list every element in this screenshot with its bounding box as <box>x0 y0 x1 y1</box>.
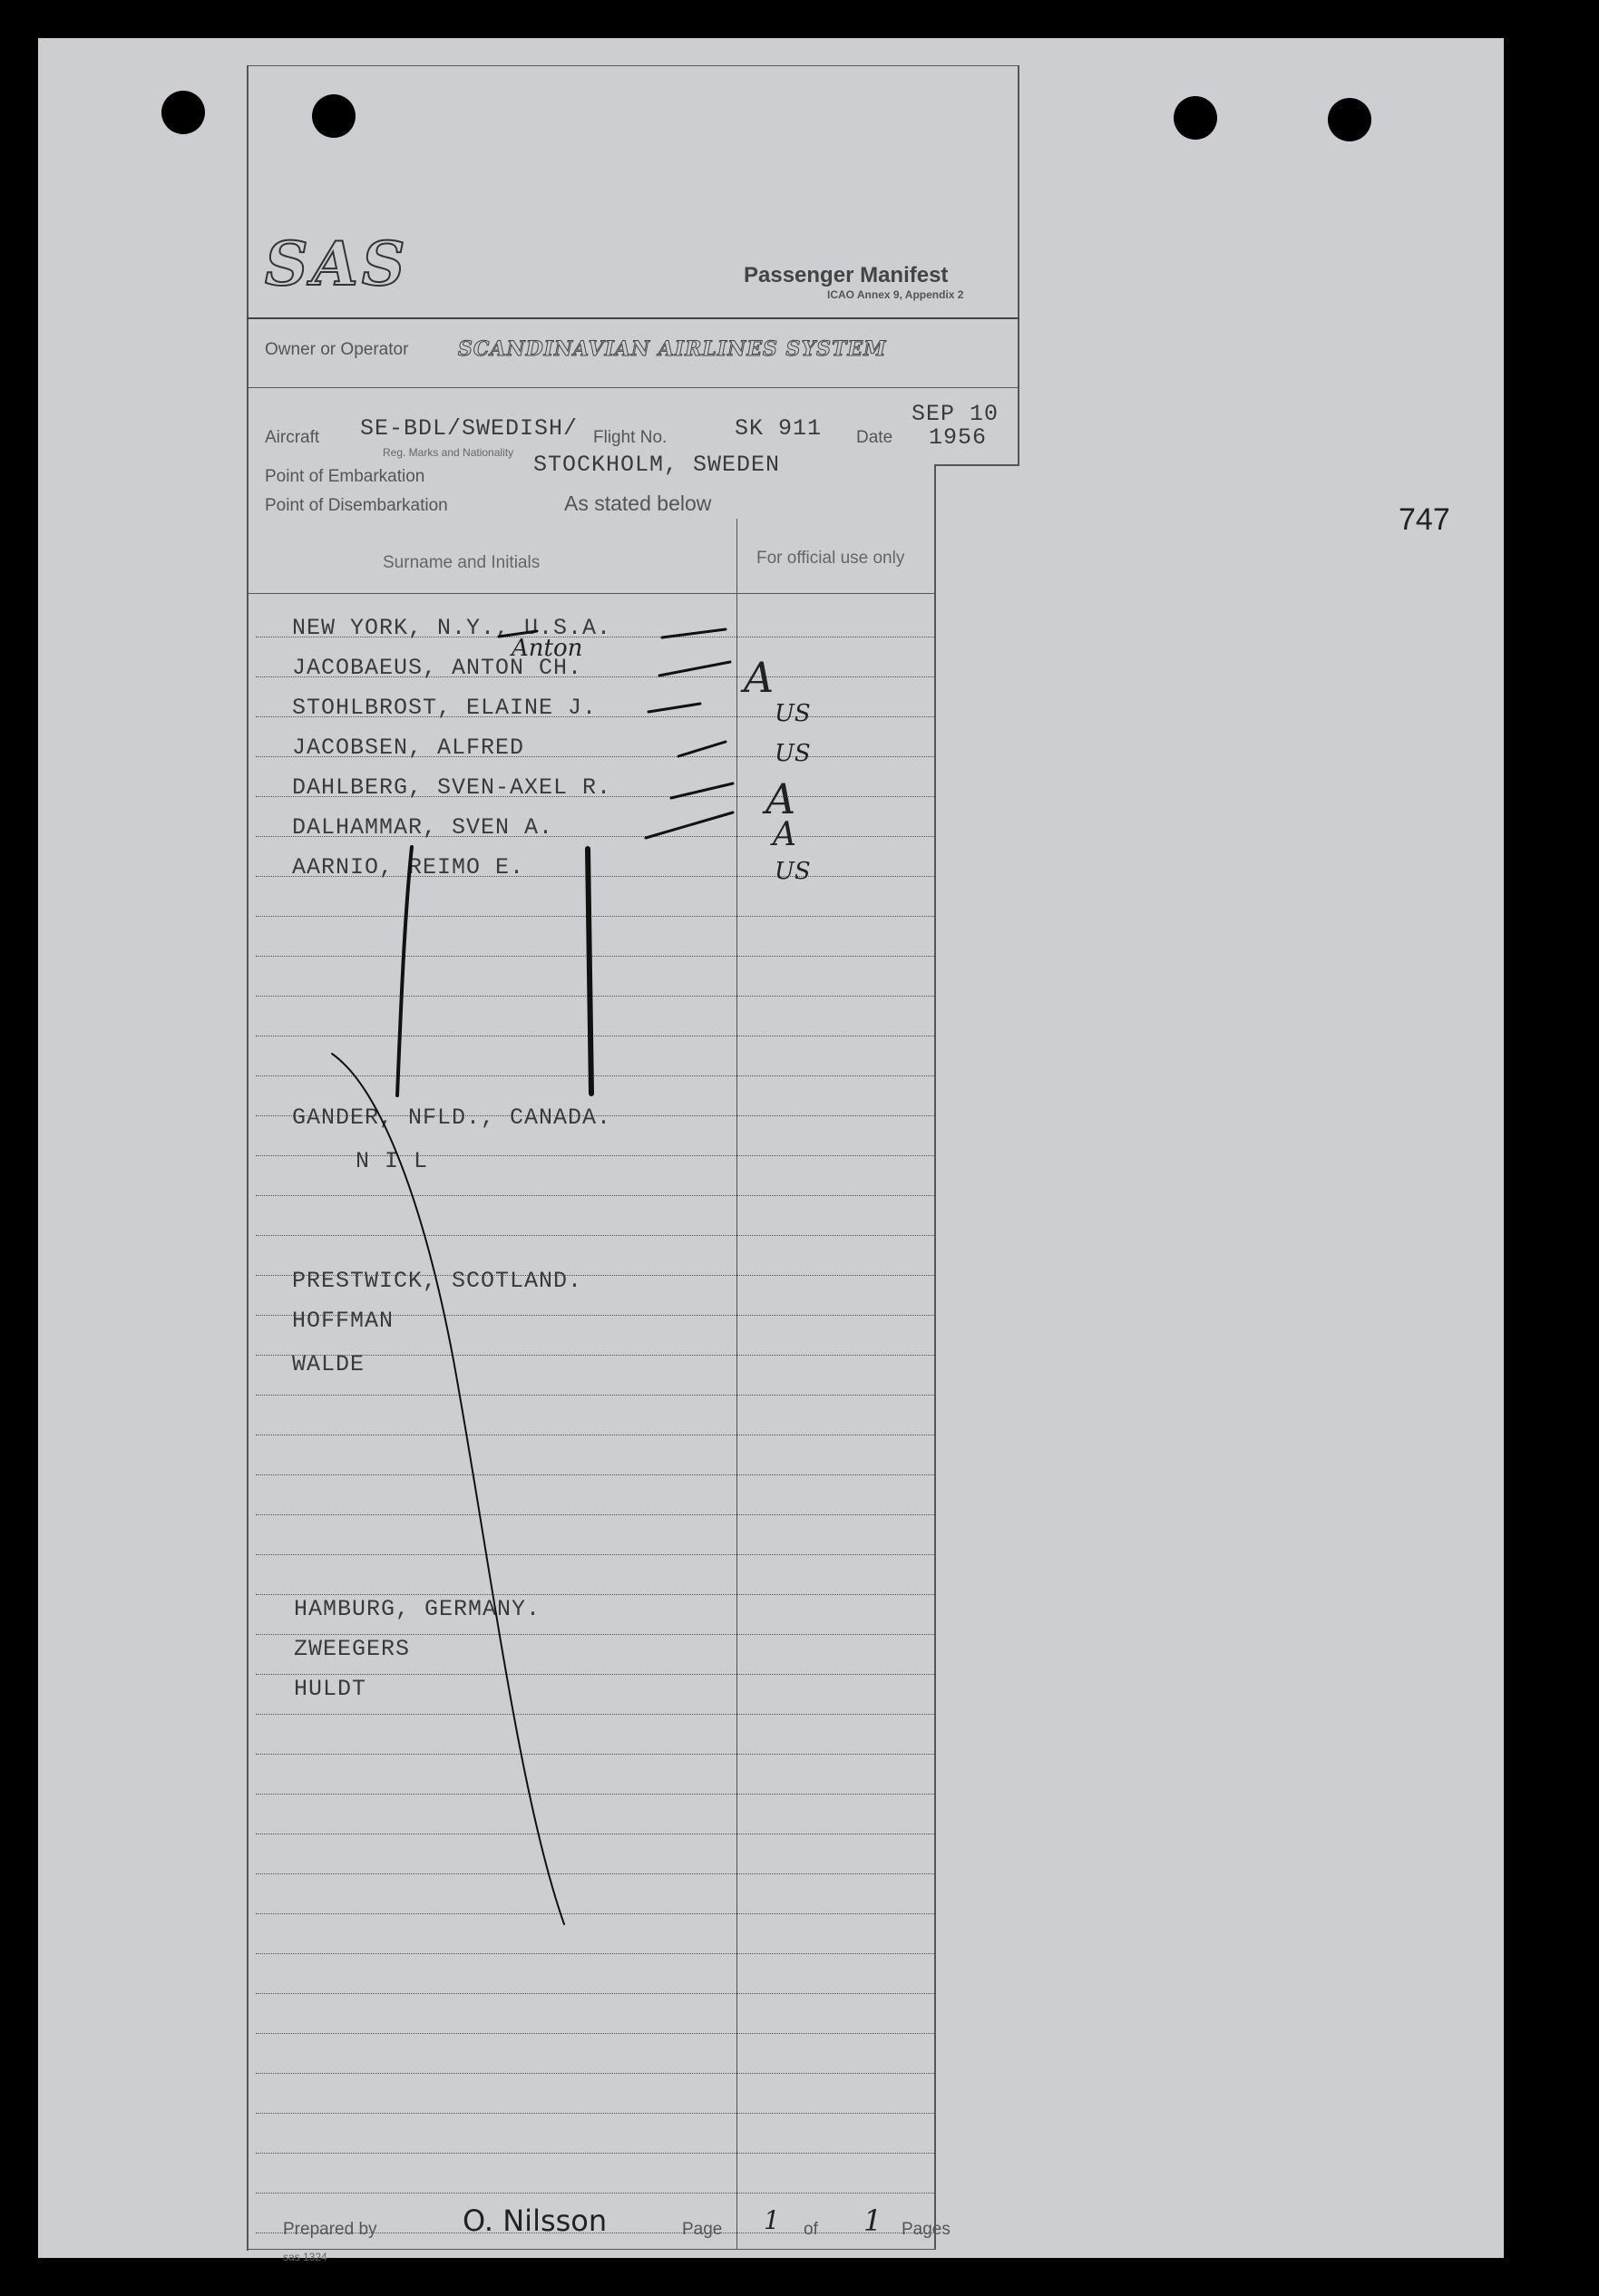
flight-label: Flight No. <box>593 428 668 447</box>
form-title: Passenger Manifest <box>744 263 949 287</box>
sas-logo: SAS <box>265 229 409 299</box>
ruled-line <box>256 2113 934 2114</box>
owner-label: Owner or Operator <box>265 340 409 359</box>
list-item: NEW YORK, N.Y., U.S.A. <box>292 615 612 641</box>
handwritten-mark: A <box>744 653 775 702</box>
list-item: JACOBSEN, ALFRED <box>292 735 525 761</box>
column-header-official: For official use only <box>756 549 905 568</box>
handwritten-mark: US <box>775 700 811 727</box>
list-item: STOHLBROST, ELAINE J. <box>292 695 598 721</box>
manifest-sheet <box>38 38 1504 2263</box>
of-value: 1 <box>863 2204 882 2238</box>
ruled-line <box>256 1634 934 1635</box>
ruled-line <box>256 1075 934 1076</box>
ruled-line <box>256 1514 934 1515</box>
date-line1: SEP 10 <box>912 401 999 427</box>
ruled-line <box>256 1714 934 1715</box>
ruled-line <box>256 1754 934 1755</box>
prepared-by-label: Prepared by <box>283 2220 377 2239</box>
aircraft-value: SE-BDL/SWEDISH/ <box>360 415 579 442</box>
ruled-line <box>256 1794 934 1795</box>
ruled-line <box>256 2073 934 2074</box>
ruled-line <box>256 1873 934 1874</box>
handwritten-mark: A <box>765 774 796 823</box>
ruled-line <box>256 2153 934 2154</box>
punch-hole <box>161 91 205 134</box>
list-item: HAMBURG, GERMANY. <box>294 1596 541 1622</box>
ruled-line <box>256 1913 934 1914</box>
pages-label: Pages <box>902 2220 951 2239</box>
disembarkation-label: Point of Disembarkation <box>265 496 448 515</box>
ruled-line <box>256 1993 934 1994</box>
list-item: DAHLBERG, SVEN-AXEL R. <box>292 774 612 801</box>
ruled-line <box>256 1953 934 1954</box>
ruled-line <box>256 1594 934 1595</box>
archive-page-number: 747 <box>1399 502 1450 537</box>
form-subtitle: ICAO Annex 9, Appendix 2 <box>827 288 964 301</box>
ruled-line <box>256 996 934 997</box>
ruled-line <box>256 1235 934 1236</box>
owner-value: SCANDINAVIAN AIRLINES SYSTEM <box>458 337 887 361</box>
list-item: N I L <box>356 1148 429 1174</box>
flight-value: SK 911 <box>735 415 823 442</box>
date-label: Date <box>856 428 893 447</box>
passenger-manifest-form <box>247 65 1018 2263</box>
ruled-line <box>256 2193 934 2194</box>
list-item: WALDE <box>292 1351 366 1377</box>
ruled-line <box>256 956 934 957</box>
punch-hole <box>1328 98 1371 141</box>
ruled-line <box>256 1395 934 1396</box>
punch-hole <box>1174 96 1217 140</box>
ruled-line <box>256 1554 934 1555</box>
handwritten-mark: US <box>775 740 811 767</box>
ruled-line <box>256 1195 934 1196</box>
date-line2: 1956 <box>929 424 988 451</box>
column-divider <box>736 519 737 2249</box>
list-item: HULDT <box>294 1676 367 1702</box>
embarkation-label: Point of Embarkation <box>265 467 425 486</box>
ruled-line <box>256 2033 934 2034</box>
page-value: 1 <box>764 2205 780 2235</box>
ruled-line <box>256 1674 934 1675</box>
list-item: DALHAMMAR, SVEN A. <box>292 814 554 841</box>
embarkation-value: STOCKHOLM, SWEDEN <box>533 452 781 478</box>
list-item: AARNIO, REIMO E. <box>292 854 525 880</box>
ruled-line <box>256 916 934 917</box>
ruled-line <box>256 1474 934 1475</box>
handwritten-correction: Anton <box>512 635 583 662</box>
page-label: Page <box>682 2220 723 2239</box>
handwritten-mark: A <box>773 816 796 853</box>
handwritten-mark: US <box>775 858 811 885</box>
list-item: JACOBAEUS, ANTON CH. <box>292 655 583 681</box>
list-item: PRESTWICK, SCOTLAND. <box>292 1268 583 1294</box>
aircraft-sublabel: Reg. Marks and Nationality <box>383 446 514 459</box>
disembarkation-value: As stated below <box>564 491 712 515</box>
list-item: GANDER, NFLD., CANADA. <box>292 1104 612 1131</box>
of-label: of <box>804 2220 818 2239</box>
list-item: HOFFMAN <box>292 1308 395 1334</box>
list-item: ZWEEGERS <box>294 1636 411 1662</box>
prepared-by-value: O. Nilsson <box>463 2204 608 2238</box>
column-header-names: Surname and Initials <box>383 553 541 572</box>
form-code: sas 1324 <box>283 2251 327 2263</box>
aircraft-label: Aircraft <box>265 428 320 447</box>
